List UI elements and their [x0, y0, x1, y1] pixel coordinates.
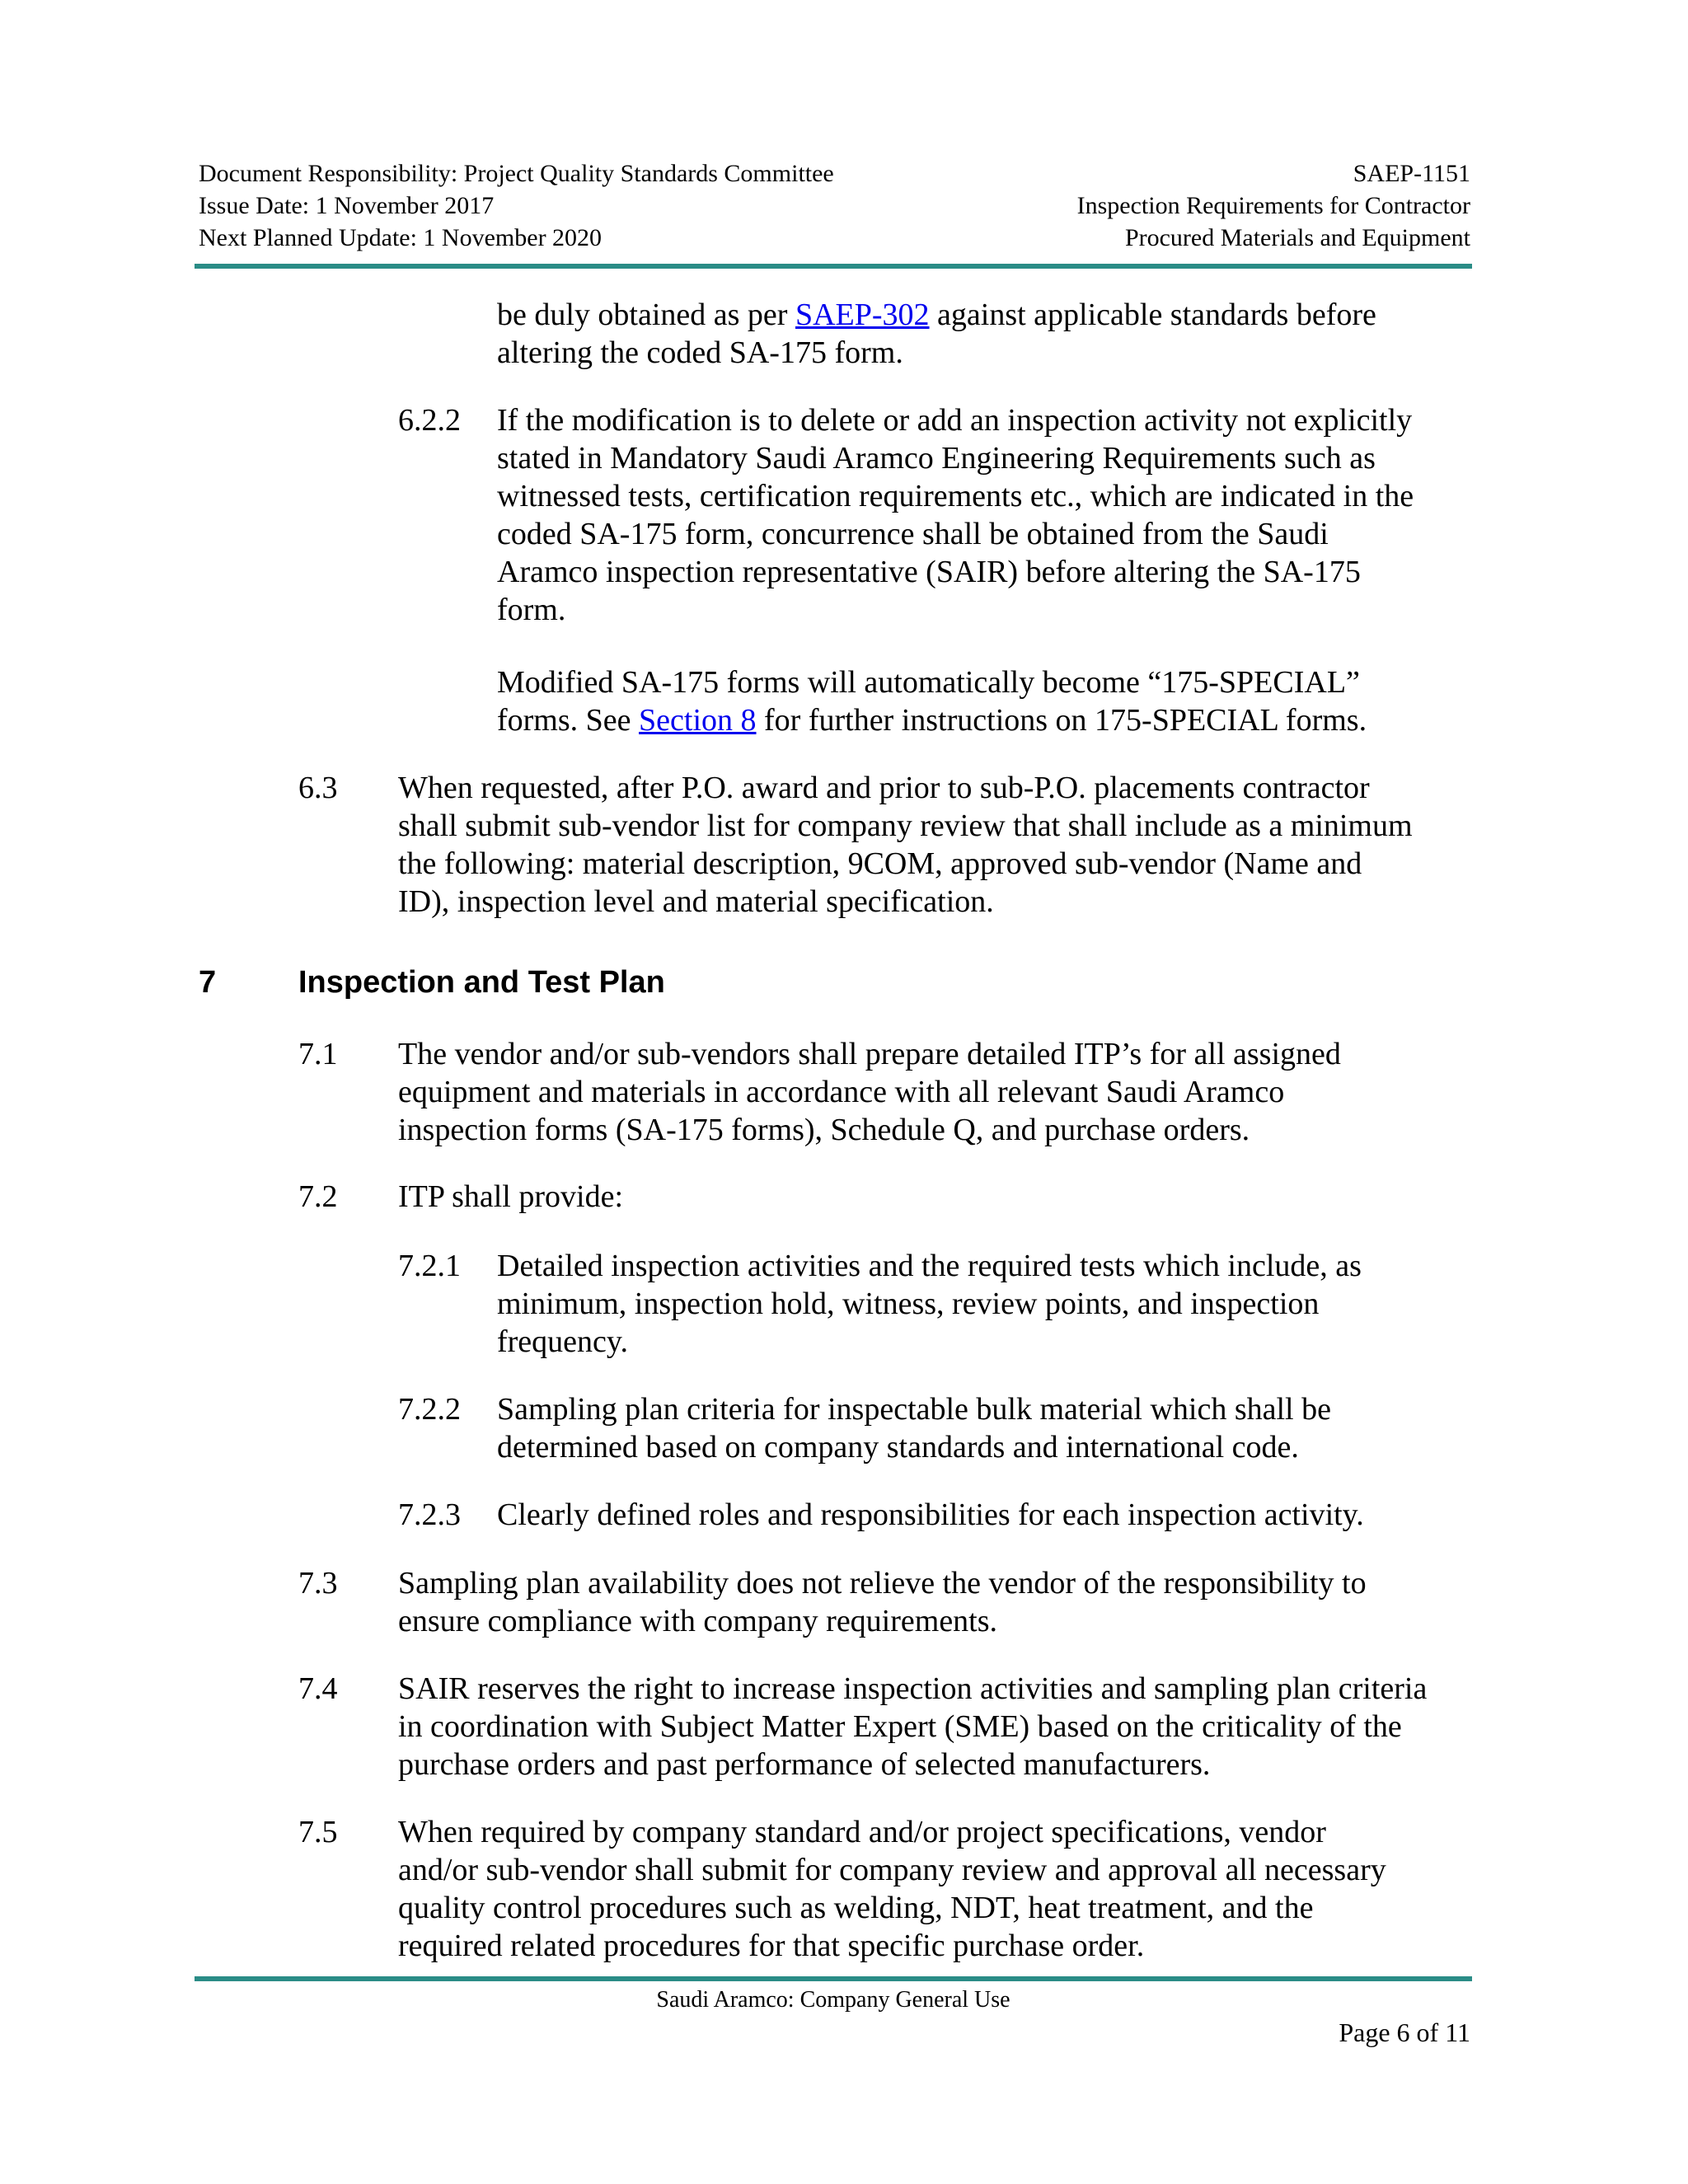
text-line: ID), inspection level and material specification.: [398, 884, 994, 919]
para-7-1: [398, 1035, 1341, 1149]
section-number: 7: [199, 965, 217, 1000]
para-6-3: [398, 769, 1413, 921]
text-line: When requested, after P.O. award and prior to sub-P.O. placements contractor: [398, 771, 1370, 805]
para-7-2-1: [497, 1247, 1362, 1361]
text-line: SAIR reserves the right to increase inspection activities and sampling plan criteria: [398, 1671, 1428, 1706]
doc-responsibility: Document Responsibility: Project Quality Standards Committee: [199, 160, 834, 187]
para-7-2-3: [497, 1496, 1364, 1534]
text-line: be duly obtained as per SAEP-302 against applicable standards before: [497, 298, 1376, 332]
text-line: and/or sub-vendor shall submit for company review and approval all necessary: [398, 1853, 1386, 1887]
para-7-3: [398, 1564, 1367, 1640]
para-7-2: [398, 1178, 623, 1216]
text-line: Clearly defined roles and responsibilities for each inspection activity.: [497, 1497, 1364, 1532]
header-right: [1077, 157, 1470, 254]
text-line: determined based on company standards and international code.: [497, 1430, 1299, 1465]
section-8-link[interactable]: Section 8: [639, 703, 757, 738]
footer-divider: [195, 1976, 1472, 1981]
text-line: Sampling plan availability does not relieve the vendor of the responsibility to: [398, 1566, 1367, 1601]
text-line: Aramco inspection representative (SAIR) before altering the SA-175: [497, 555, 1361, 589]
text-line: ITP shall provide:: [398, 1179, 623, 1214]
text-line: form.: [497, 593, 566, 627]
text-line: altering the coded SA-175 form.: [497, 335, 903, 370]
header-left: [199, 157, 834, 254]
text-line: in coordination with Subject Matter Expert (SME) based on the criticality of the: [398, 1709, 1402, 1744]
para-number: 7.2.3: [398, 1497, 461, 1532]
page-number: Page 6 of 11: [1339, 2018, 1470, 2047]
para-number: 6.2.2: [398, 403, 461, 438]
text-line: coded SA-175 form, concurrence shall be obtained from the Saudi: [497, 517, 1329, 551]
text-line: minimum, inspection hold, witness, review points, and inspection: [497, 1286, 1320, 1321]
para-modified-forms-note: [497, 663, 1367, 739]
doc-title-line2: Procured Materials and Equipment: [1124, 224, 1470, 251]
text-line: Detailed inspection activities and the required tests which include, as: [497, 1249, 1362, 1283]
issue-date: Issue Date: 1 November 2017: [199, 192, 495, 219]
text-line: When required by company standard and/or project specifications, vendor: [398, 1815, 1326, 1849]
text-line: the following: material description, 9COM, approved sub-vendor (Name and: [398, 846, 1362, 881]
text-line: frequency.: [497, 1324, 628, 1359]
saep-302-link[interactable]: SAEP-302: [795, 298, 930, 332]
text-line: witnessed tests, certification requirements etc., which are indicated in the: [497, 479, 1414, 513]
text-line: The vendor and/or sub-vendors shall prepare detailed ITP’s for all assigned: [398, 1037, 1341, 1071]
doc-number: SAEP-1151: [1353, 160, 1470, 187]
text-line: required related procedures for that specific purchase order.: [398, 1929, 1145, 1963]
para-number: 7.4: [298, 1671, 338, 1706]
para-6-2-2: [497, 401, 1414, 629]
para-7-4: [398, 1670, 1427, 1783]
para-number: 6.3: [298, 771, 338, 805]
text-line: stated in Mandatory Saudi Aramco Engineering Requirements such as: [497, 441, 1376, 476]
doc-title-line1: Inspection Requirements for Contractor: [1076, 192, 1470, 219]
para-number: 7.1: [298, 1037, 338, 1071]
next-update: Next Planned Update: 1 November 2020: [199, 224, 603, 251]
text-line: equipment and materials in accordance with all relevant Saudi Aramco: [398, 1075, 1285, 1109]
para-number: 7.2.2: [398, 1392, 461, 1427]
para-number: 7.2: [298, 1179, 338, 1214]
text-line: Sampling plan criteria for inspectable bulk material which shall be: [497, 1392, 1331, 1427]
text-line: purchase orders and past performance of selected manufacturers.: [398, 1747, 1211, 1782]
text-line: shall submit sub-vendor list for company review that shall include as a minimum: [398, 808, 1413, 843]
para-7-2-2: [497, 1390, 1331, 1466]
text-line: inspection forms (SA-175 forms), Schedule Q, and purchase orders.: [398, 1113, 1250, 1147]
para-number: 7.3: [298, 1566, 338, 1601]
footer-classification: Saudi Aramco: Company General Use: [656, 1987, 1010, 2013]
text-line: quality control procedures such as welding, NDT, heat treatment, and the: [398, 1891, 1314, 1925]
para-7-5: [398, 1813, 1386, 1965]
section-title: Inspection and Test Plan: [298, 965, 665, 1000]
para-6-2-1-continuation: [497, 296, 1376, 372]
para-number: 7.5: [298, 1815, 338, 1849]
text-line: ensure compliance with company requirements.: [398, 1604, 998, 1638]
text-line: forms. See Section 8 for further instructions on 175-SPECIAL forms.: [497, 703, 1367, 738]
para-number: 7.2.1: [398, 1249, 461, 1283]
text-line: If the modification is to delete or add an inspection activity not explicitly: [497, 403, 1413, 438]
header-divider: [195, 264, 1472, 269]
text-line: Modified SA-175 forms will automatically become “175-SPECIAL”: [497, 665, 1360, 700]
